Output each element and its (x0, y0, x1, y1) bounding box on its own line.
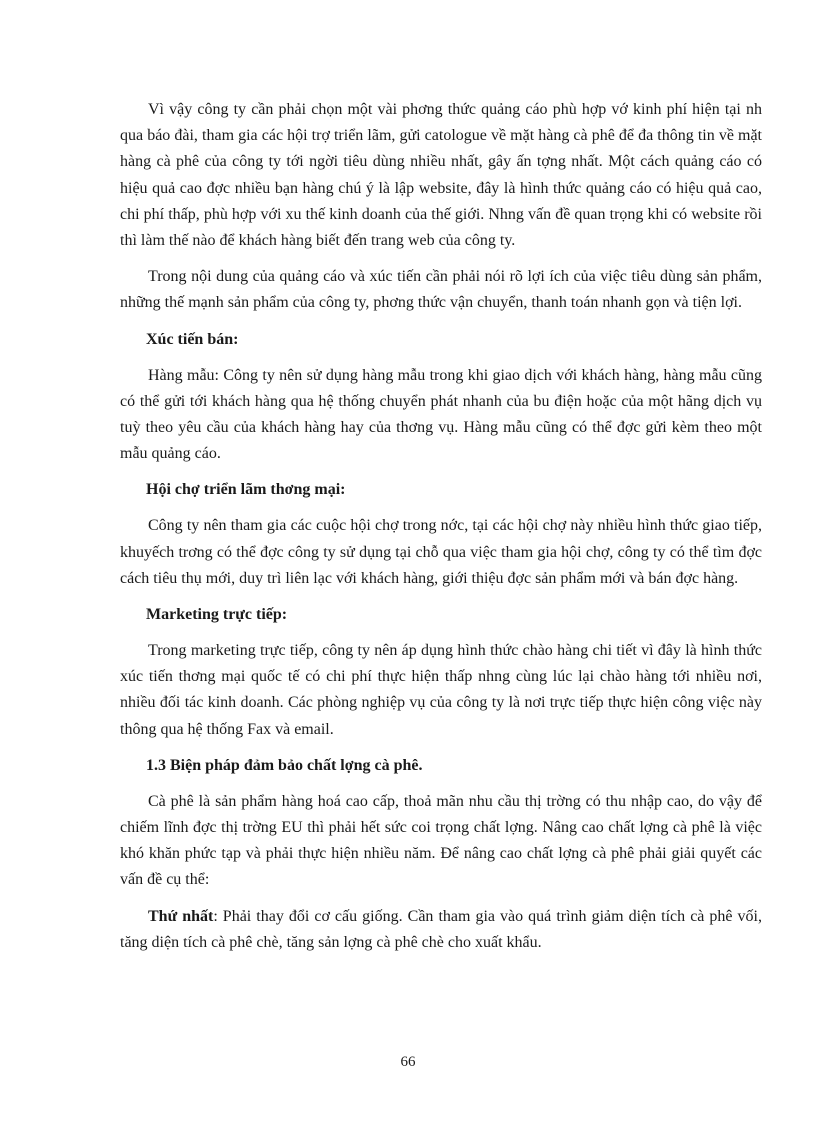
heading-sales-promotion: Xúc tiến bán: (146, 330, 239, 348)
heading-trade-fair: Hội chợ triển lãm thơng mại: (146, 481, 346, 499)
page-number: 66 (400, 1054, 416, 1070)
paragraph-trade-fair: Công ty nên tham gia các cuộc hội chợ trong nớc, tại các hội chợ này nhiều hình thức giao tiếp, khuyếch trơng có thể đợc công ty sử dụng tại chỗ qua việc tham gia hội chợ, công ty có thể tìm đợc cách tiêu thụ mới, duy trì liên lạc với khách hàng, giới thiệu đợc sản phẩm mới và bán đợc hàng. (120, 517, 762, 587)
heading-quality-assurance: 1.3 Biện pháp đảm bảo chất lợng cà phê. (146, 756, 423, 774)
paragraph-advertising-content: Trong nội dung của quảng cáo và xúc tiến cần phải nói rõ lợi ích của việc tiêu dùng sản phẩm, những thế mạnh sản phẩm của công ty, phơng thức vận chuyển, thanh toán nhanh gọn và tiện lợi. (120, 268, 762, 312)
first-measure-lead: Thứ nhất (148, 907, 214, 925)
paragraph-advertising-methods: Vì vậy công ty cần phải chọn một vài phơng thức quảng cáo phù hợp vớ kinh phí hiện tại nh qua báo đài, tham gia các hội trợ triển lãm, gửi catologue về mặt hàng cà phê để đa thông tin về mặt hàng cà phê của công ty tới ngời tiêu dùng nhiều nhất, gây ấn tợng nhất. Một cách quảng cáo có hiệu quả cao đợc nhiều bạn hàng chú ý là lập website, đây là hình thức quảng cáo có hiệu quả cao, chi phí thấp, phù hợp với xu thế kinh doanh của thế giới. Nhng vấn đề quan trọng khi có website rồi thì làm thế nào để khách hàng biết đến trang web của công ty. (120, 101, 762, 250)
paragraph-coffee-quality: Cà phê là sản phẩm hàng hoá cao cấp, thoả mãn nhu cầu thị trờng có thu nhập cao, do vậy để chiếm lĩnh đợc thị trờng EU thì phải hết sức coi trọng chất lợng. Nâng cao chất lợng cà phê là việc khó khăn phức tạp và phải thực hiện nhiều năm. Để nâng cao chất lợng cà phê phải giải quyết các vấn đề cụ thể: (120, 792, 762, 889)
paragraph-direct-marketing: Trong marketing trực tiếp, công ty nên áp dụng hình thức chào hàng chi tiết vì đây là hình thức xúc tiến thơng mại quốc tế có chi phí thực hiện thấp nhng cùng lúc lại chào hàng tới nhiều nơi, nhiều đối tác kinh doanh. Các phòng nghiệp vụ của công ty là nơi trực tiếp thực hiện công việc này thông qua hệ thống Fax và email. (120, 642, 762, 738)
paragraph-samples: Hàng mẫu: Công ty nên sử dụng hàng mẫu trong khi giao dịch với khách hàng, hàng mẫu cũng có thể gửi tới khách hàng qua hệ thống chuyển phát nhanh của bu điện hoặc của một hãng dịch vụ tuỳ theo yêu cầu của khách hàng hay của thơng vụ. Hàng mẫu cũng có thể đợc gửi kèm theo một mẫu quảng cáo. (120, 366, 762, 463)
first-measure-text: : Phải thay đổi cơ cấu giống. Cần tham gia vào quá trình giảm diện tích cà phê vối, tăng diện tích cà phê chè, tăng sản lợng cà phê chè cho xuất khẩu. (120, 907, 762, 951)
paragraph-first-measure (120, 904, 762, 956)
heading-direct-marketing: Marketing trực tiếp: (146, 606, 288, 624)
page-content (120, 97, 762, 966)
